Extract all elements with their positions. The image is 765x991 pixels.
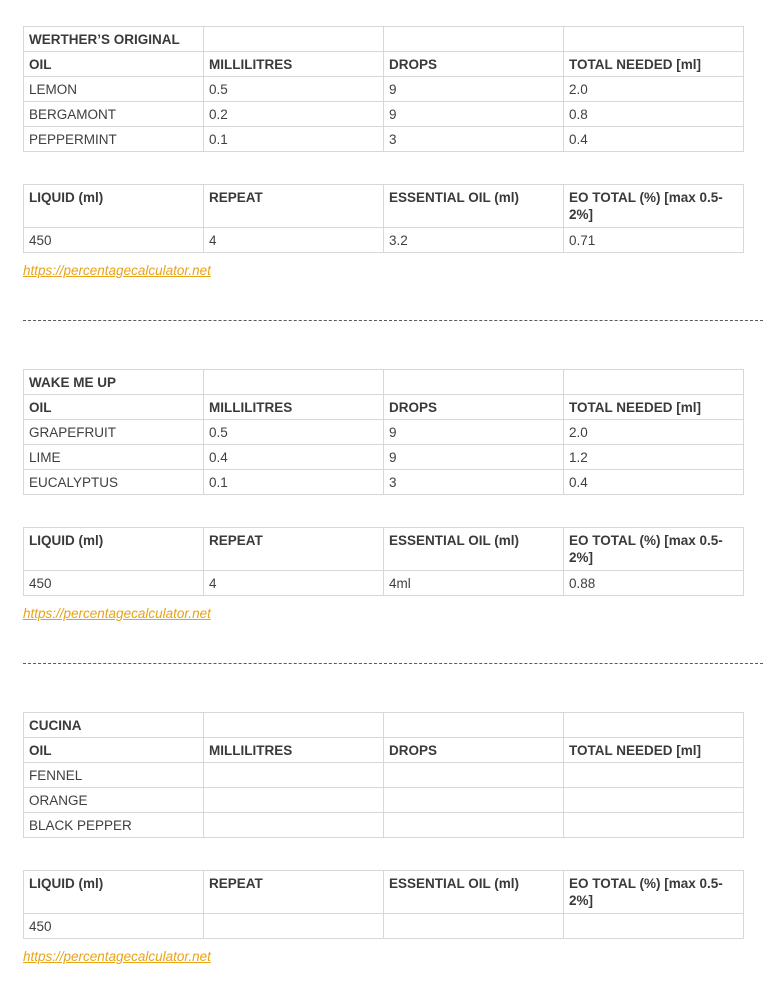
oil-total: 0.4 <box>564 127 744 152</box>
eo-total-value: 0.88 <box>564 571 744 596</box>
oil-drops: 9 <box>384 77 564 102</box>
liquid-value: 450 <box>24 228 204 253</box>
oil-drops: 9 <box>384 102 564 127</box>
table-row <box>24 763 744 788</box>
header-eo-total: EO TOTAL (%) [max 0.5-2%] <box>564 185 744 228</box>
oil-total <box>564 788 744 813</box>
header-millilitres: MILLILITRES <box>204 738 384 763</box>
table-title-row <box>24 27 744 52</box>
oil-drops: 3 <box>384 127 564 152</box>
header-oil: OIL <box>24 395 204 420</box>
oil-millilitres: 0.1 <box>204 470 384 495</box>
liquid-value: 450 <box>24 571 204 596</box>
recipe-title: WAKE ME UP <box>24 370 204 395</box>
oil-name: LEMON <box>24 77 204 102</box>
oil-name: BERGAMONT <box>24 102 204 127</box>
summary-table <box>23 527 744 596</box>
oil-total <box>564 813 744 838</box>
recipe-section-wake-me-up <box>23 369 743 495</box>
header-millilitres: MILLILITRES <box>204 395 384 420</box>
calculator-link[interactable]: https://percentagecalculator.net <box>23 606 211 621</box>
table-row <box>24 127 744 152</box>
oil-table <box>23 369 744 495</box>
header-essential-oil: ESSENTIAL OIL (ml) <box>384 871 564 914</box>
table-row <box>24 788 744 813</box>
header-liquid: LIQUID (ml) <box>24 185 204 228</box>
header-total-needed: TOTAL NEEDED [ml] <box>564 395 744 420</box>
oil-table <box>23 26 744 152</box>
oil-total: 1.2 <box>564 445 744 470</box>
oil-total: 2.0 <box>564 77 744 102</box>
eo-total-value: 0.71 <box>564 228 744 253</box>
repeat-value: 4 <box>204 228 384 253</box>
recipe-section-cucina <box>23 712 743 838</box>
header-oil: OIL <box>24 52 204 77</box>
table-title-row <box>24 370 744 395</box>
oil-name: BLACK PEPPER <box>24 813 204 838</box>
section-divider <box>23 663 763 664</box>
oil-millilitres: 0.5 <box>204 420 384 445</box>
oil-total: 2.0 <box>564 420 744 445</box>
repeat-value: 4 <box>204 571 384 596</box>
header-total-needed: TOTAL NEEDED [ml] <box>564 52 744 77</box>
table-row <box>24 77 744 102</box>
oil-drops: 3 <box>384 470 564 495</box>
eo-total-value <box>564 914 744 939</box>
recipe-title: CUCINA <box>24 713 204 738</box>
table-row <box>24 813 744 838</box>
header-total-needed: TOTAL NEEDED [ml] <box>564 738 744 763</box>
header-liquid: LIQUID (ml) <box>24 528 204 571</box>
table-header-row <box>24 395 744 420</box>
header-repeat: REPEAT <box>204 185 384 228</box>
table-header-row <box>24 871 744 914</box>
oil-table <box>23 712 744 838</box>
oil-name: ORANGE <box>24 788 204 813</box>
summary-table <box>23 870 744 939</box>
oil-total: 0.4 <box>564 470 744 495</box>
essential-oil-value: 4ml <box>384 571 564 596</box>
summary-section-cucina <box>23 870 743 964</box>
oil-millilitres: 0.1 <box>204 127 384 152</box>
header-essential-oil: ESSENTIAL OIL (ml) <box>384 185 564 228</box>
oil-millilitres <box>204 813 384 838</box>
oil-drops: 9 <box>384 420 564 445</box>
header-repeat: REPEAT <box>204 871 384 914</box>
oil-total: 0.8 <box>564 102 744 127</box>
table-row <box>24 571 744 596</box>
recipe-title: WERTHER’S ORIGINAL <box>24 27 204 52</box>
table-header-row <box>24 52 744 77</box>
header-essential-oil: ESSENTIAL OIL (ml) <box>384 528 564 571</box>
table-title-row <box>24 713 744 738</box>
oil-millilitres: 0.5 <box>204 77 384 102</box>
header-oil: OIL <box>24 738 204 763</box>
table-row <box>24 445 744 470</box>
summary-section-wake-me-up <box>23 527 743 621</box>
essential-oil-value <box>384 914 564 939</box>
summary-section-werthers <box>23 184 743 278</box>
header-eo-total: EO TOTAL (%) [max 0.5-2%] <box>564 871 744 914</box>
oil-drops <box>384 763 564 788</box>
oil-name: LIME <box>24 445 204 470</box>
table-header-row <box>24 528 744 571</box>
oil-millilitres <box>204 788 384 813</box>
header-drops: DROPS <box>384 52 564 77</box>
oil-millilitres <box>204 763 384 788</box>
table-row <box>24 420 744 445</box>
recipe-section-werthers <box>23 26 743 152</box>
section-divider <box>23 320 763 321</box>
header-drops: DROPS <box>384 395 564 420</box>
oil-name: GRAPEFRUIT <box>24 420 204 445</box>
table-row <box>24 228 744 253</box>
oil-drops: 9 <box>384 445 564 470</box>
calculator-link[interactable]: https://percentagecalculator.net <box>23 263 211 278</box>
oil-millilitres: 0.2 <box>204 102 384 127</box>
oil-total <box>564 763 744 788</box>
calculator-link[interactable]: https://percentagecalculator.net <box>23 949 211 964</box>
header-millilitres: MILLILITRES <box>204 52 384 77</box>
table-header-row <box>24 738 744 763</box>
oil-drops <box>384 813 564 838</box>
summary-table <box>23 184 744 253</box>
header-eo-total: EO TOTAL (%) [max 0.5-2%] <box>564 528 744 571</box>
table-header-row <box>24 185 744 228</box>
table-row <box>24 102 744 127</box>
header-liquid: LIQUID (ml) <box>24 871 204 914</box>
liquid-value: 450 <box>24 914 204 939</box>
oil-name: FENNEL <box>24 763 204 788</box>
oil-name: EUCALYPTUS <box>24 470 204 495</box>
essential-oil-value: 3.2 <box>384 228 564 253</box>
oil-drops <box>384 788 564 813</box>
header-repeat: REPEAT <box>204 528 384 571</box>
oil-name: PEPPERMINT <box>24 127 204 152</box>
repeat-value <box>204 914 384 939</box>
table-row <box>24 470 744 495</box>
oil-millilitres: 0.4 <box>204 445 384 470</box>
table-row <box>24 914 744 939</box>
header-drops: DROPS <box>384 738 564 763</box>
